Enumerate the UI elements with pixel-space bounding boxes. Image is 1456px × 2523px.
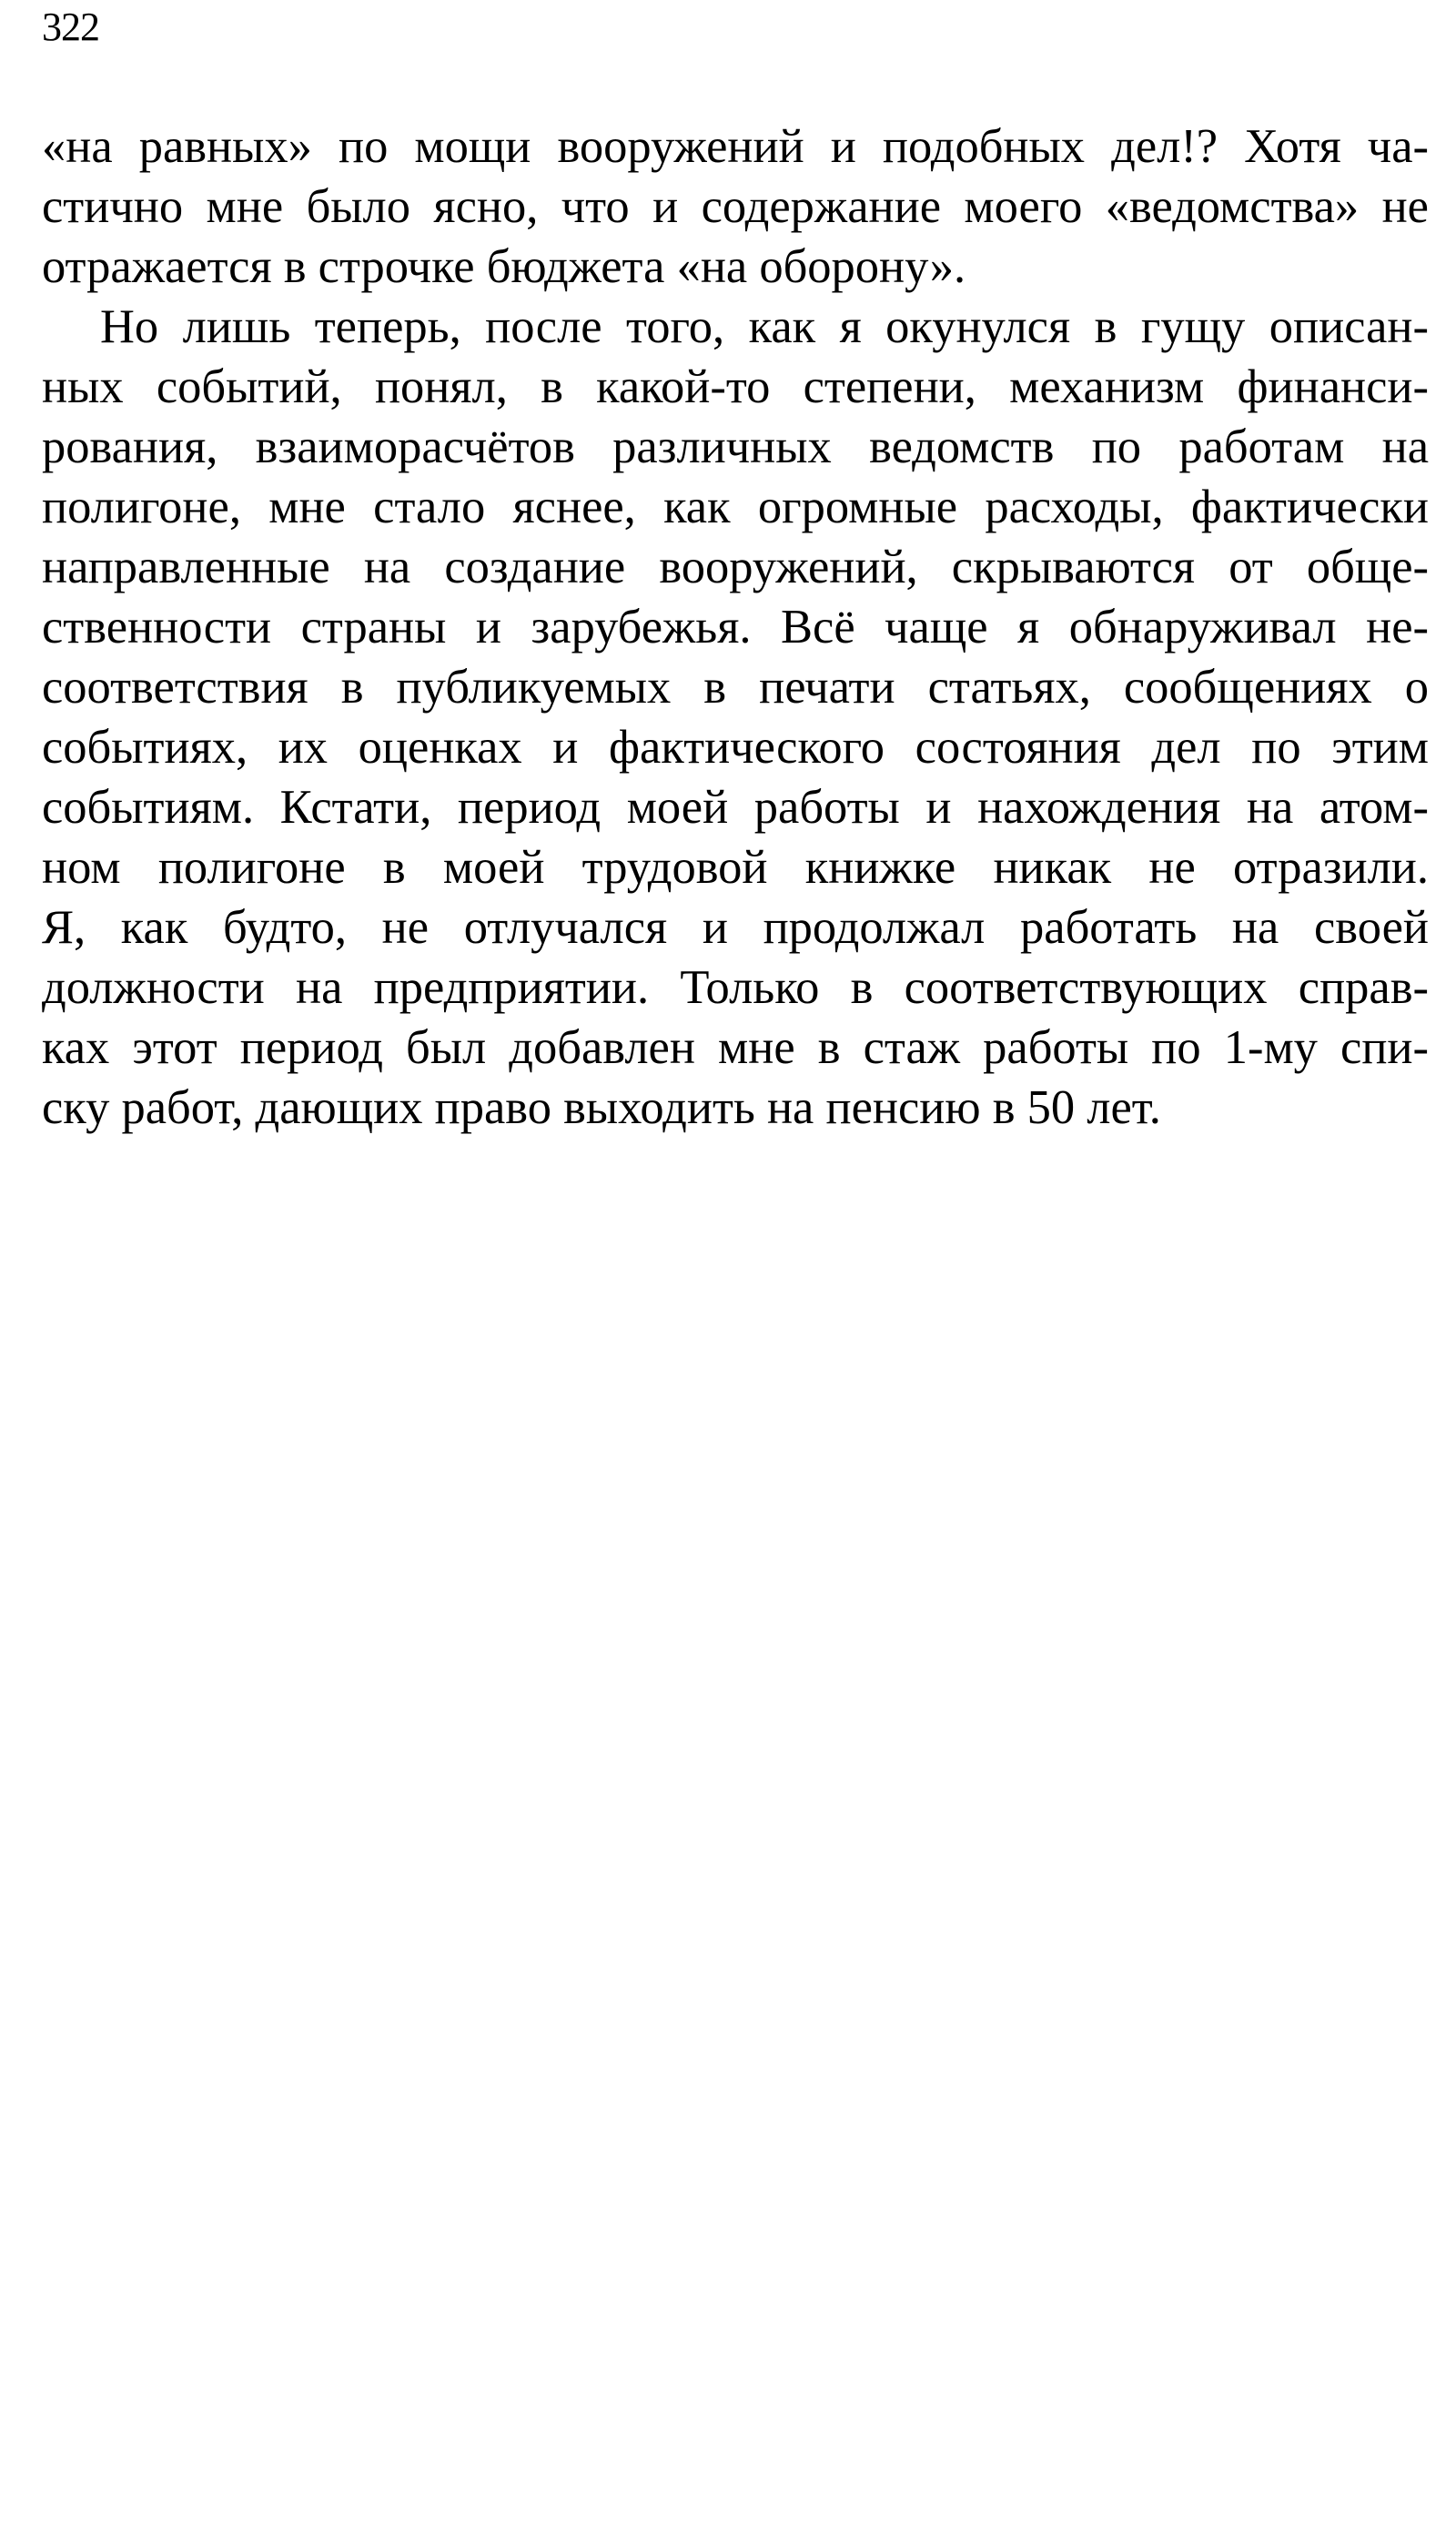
text-line: ственности страны и зарубежья. Всё чаще я обнаруживал не- xyxy=(42,601,1429,654)
text-line: отражается в строчке бюджета «на оборону». xyxy=(42,240,966,293)
page-number: 322 xyxy=(42,5,99,49)
text-line: рования, взаиморасчётов различных ведомств по работам на xyxy=(42,420,1429,473)
text-line: «на равных» по мощи вооружений и подобных дел!? Хотя ча- xyxy=(42,120,1429,173)
text-line: ных событий, понял, в какой-то степени, механизм финанси- xyxy=(42,360,1429,413)
text-line: ску работ, дающих право выходить на пенсию в 50 лет. xyxy=(42,1081,1161,1134)
text-line: Но лишь теперь, после того, как я окунулся в гущу описан- xyxy=(100,300,1429,353)
text-line: ном полигоне в моей трудовой книжке никак не отразили. xyxy=(42,841,1429,894)
paragraph-1 xyxy=(42,117,1429,297)
text-line: Я, как будто, не отлучался и продолжал работать на своей xyxy=(42,901,1429,954)
text-line: событиях, их оценках и фактического состояния дел по этим xyxy=(42,721,1429,774)
text-line: полигоне, мне стало яснее, как огромные расходы, фактически xyxy=(42,481,1429,533)
text-line: должности на предприятии. Только в соответствующих справ- xyxy=(42,961,1429,1014)
text-line: стично мне было ясно, что и содержание моего «ведомства» не xyxy=(42,180,1429,233)
text-line: событиям. Кстати, период моей работы и нахождения на атом- xyxy=(42,781,1429,834)
body-text xyxy=(42,117,1429,1138)
text-line: направленные на создание вооружений, скрываются от обще- xyxy=(42,541,1429,593)
text-line: соответствия в публикуемых в печати статьях, сообщениях о xyxy=(42,661,1429,714)
paragraph-2 xyxy=(42,297,1429,1138)
text-line: ках этот период был добавлен мне в стаж работы по 1-му спи- xyxy=(42,1021,1429,1074)
